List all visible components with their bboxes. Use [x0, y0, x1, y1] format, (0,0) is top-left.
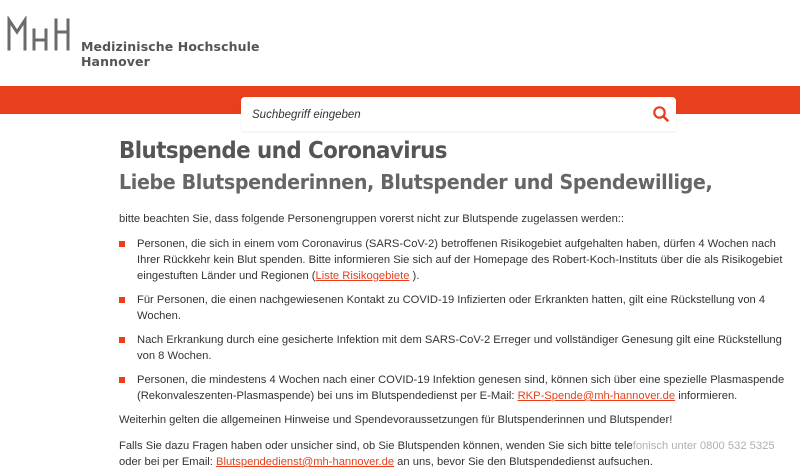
search-button[interactable] [651, 104, 671, 124]
list-item [119, 332, 789, 364]
general-notice: Weiterhin gelten die allgemeinen Hinweise und Spendevoraussetzungen für Blutspenderinnen und Blutspender! [119, 414, 673, 426]
bullet-square [119, 337, 125, 343]
contact-text-line2: oder bei per Email: [119, 456, 217, 468]
list-item [119, 236, 789, 284]
list-item [119, 292, 789, 324]
list-item-text: Für Personen, die einen nachgewiesenen Kontakt zu COVID-19 Infizierten oder Erkrankten hatten, gilt eine Rückstellung von 4 Wochen. [137, 294, 766, 322]
risk-areas-link[interactable]: Liste Risikogebiete [315, 270, 410, 282]
page-subtitle: Liebe Blutspenderinnen, Blutspender und Spendewillige, [119, 170, 713, 194]
site-header [0, 0, 800, 86]
mhh-logo[interactable] [6, 16, 78, 52]
contact-paragraph [119, 438, 789, 470]
list-item-text: Nach Erkrankung durch eine gesicherte Infektion mit dem SARS-CoV-2 Erreger und vollständiger Genesung gilt eine Rückstellung von 8 Wochen. [137, 334, 782, 362]
list-item-text: Personen, die mindestens 4 Wochen nach einer COVID-19 Infektion genesen sind, können sich über eine spezielle Plasmaspende (Rekonvaleszenten-Plasmaspende) bei uns im Blutspendedienst per E-Mail: [137, 374, 785, 402]
bullet-square [119, 241, 125, 247]
search-icon [651, 104, 671, 124]
page-title: Blutspende und Coronavirus [119, 138, 447, 164]
bullet-square [119, 297, 125, 303]
contact-phone-text: fonisch unter 0800 532 5325 [632, 440, 775, 452]
school-name[interactable] [81, 39, 260, 69]
blutspendedienst-email-link[interactable]: Blutspendedienst@mh-hannover.de [216, 456, 395, 468]
contact-text: Falls Sie dazu Fragen haben oder unsicher sind, ob Sie Blutspenden können, wenden Sie sich bitte tele [119, 440, 633, 452]
list-item-text-end: ). [409, 270, 420, 282]
rkp-email-link[interactable]: RKP-Spende@mh-hannover.de [517, 390, 676, 402]
exclusion-list [119, 236, 789, 404]
search-input[interactable] [252, 106, 632, 124]
school-name-line1: Medizinische Hochschule [81, 39, 260, 54]
search-box [241, 97, 676, 131]
main-content [119, 138, 789, 470]
intro-text: bitte beachten Sie, dass folgende Personengruppen vorerst nicht zur Blutspende zugelassen werden:: [119, 213, 625, 225]
contact-text-end: an uns, bevor Sie den Blutspendedienst aufsuchen. [394, 456, 653, 468]
school-name-line2: Hannover [81, 54, 150, 69]
list-item [119, 372, 789, 404]
bullet-square [119, 377, 125, 383]
list-item-text-end: informieren. [675, 390, 738, 402]
list-item-text: Personen, die sich in einem vom Coronavirus (SARS-CoV-2) betroffenen Risikogebiet aufgehalten haben, dürfen 4 Wochen nach Ihrer Rückkehr kein Blut spenden. Bitte informieren Sie sich auf der Homepage des Robert-Koch-Instituts über die als Risikogebiet eingestuften Länder und Regionen ( [137, 238, 783, 282]
